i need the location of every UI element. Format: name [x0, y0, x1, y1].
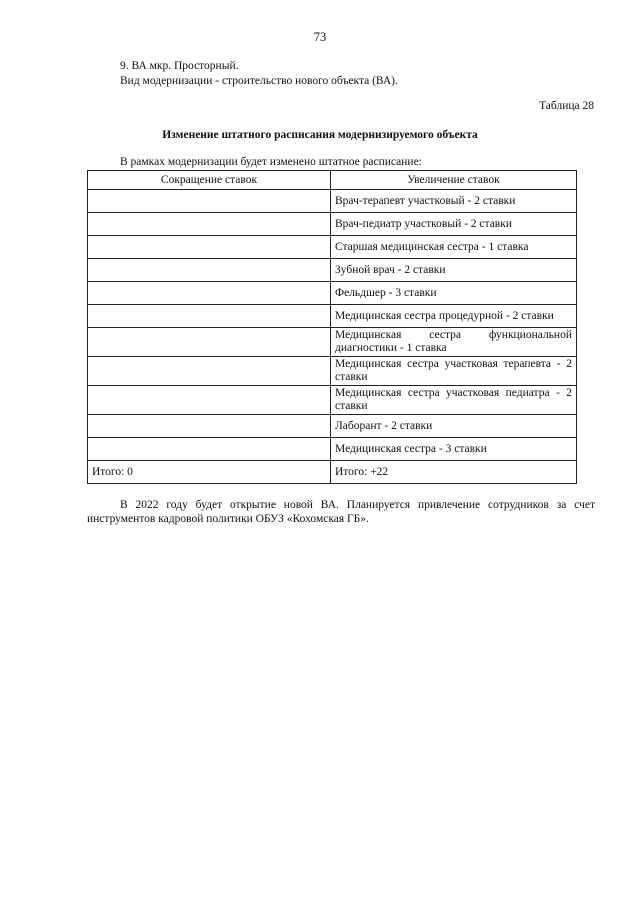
reduction-cell	[88, 415, 331, 438]
table-row	[88, 236, 577, 259]
reduction-cell	[88, 259, 331, 282]
total-increase: Итого: +22	[331, 461, 577, 484]
table-row	[88, 438, 577, 461]
increase-cell: Медицинская сестра процедурной - 2 ставки	[331, 305, 577, 328]
section-heading: 9. ВА мкр. Просторный.	[120, 60, 239, 72]
table-row	[88, 305, 577, 328]
reduction-cell	[88, 305, 331, 328]
table-row	[88, 213, 577, 236]
increase-cell: Зубной врач - 2 ставки	[331, 259, 577, 282]
increase-cell: Лаборант - 2 ставки	[331, 415, 577, 438]
increase-cell: Медицинская сестра участковая педиатра - 2 ставки	[331, 386, 577, 415]
table-row	[88, 386, 577, 415]
reduction-cell	[88, 213, 331, 236]
table-row	[88, 259, 577, 282]
table-title: Изменение штатного расписания модернизируемого объекта	[162, 129, 478, 141]
modernization-type: Вид модернизации - строительство нового объекта (ВА).	[120, 75, 398, 87]
reduction-cell	[88, 282, 331, 305]
table-row	[88, 282, 577, 305]
table-intro: В рамках модернизации будет изменено штатное расписание:	[120, 156, 422, 168]
closing-paragraph: В 2022 году будет открытие новой ВА. Планируется привлечение сотрудников за счет инструментов кадровой политики ОБУЗ «Кохомская ГБ».	[87, 499, 595, 525]
increase-cell: Медицинская сестра - 3 ставки	[331, 438, 577, 461]
column-header-increase: Увеличение ставок	[331, 171, 577, 190]
increase-cell: Медицинская сестра функциональной диагностики - 1 ставка	[331, 328, 577, 357]
reduction-cell	[88, 190, 331, 213]
reduction-cell	[88, 357, 331, 386]
increase-cell: Медицинская сестра участковая терапевта - 2 ставки	[331, 357, 577, 386]
table-row	[88, 328, 577, 357]
table-row	[88, 357, 577, 386]
reduction-cell	[88, 438, 331, 461]
page-number: 73	[313, 30, 327, 44]
staffing-table	[87, 170, 577, 484]
reduction-cell	[88, 236, 331, 259]
table-header-row	[88, 171, 577, 190]
increase-cell: Врач-терапевт участковый - 2 ставки	[331, 190, 577, 213]
table-row	[88, 415, 577, 438]
table-total-row	[88, 461, 577, 484]
reduction-cell	[88, 328, 331, 357]
column-header-reduction: Сокращение ставок	[88, 171, 331, 190]
table-row	[88, 190, 577, 213]
increase-cell: Врач-педиатр участковый - 2 ставки	[331, 213, 577, 236]
increase-cell: Старшая медицинская сестра - 1 ставка	[331, 236, 577, 259]
total-reduction: Итого: 0	[88, 461, 331, 484]
table-label: Таблица 28	[539, 100, 594, 112]
increase-cell: Фельдшер - 3 ставки	[331, 282, 577, 305]
reduction-cell	[88, 386, 331, 415]
